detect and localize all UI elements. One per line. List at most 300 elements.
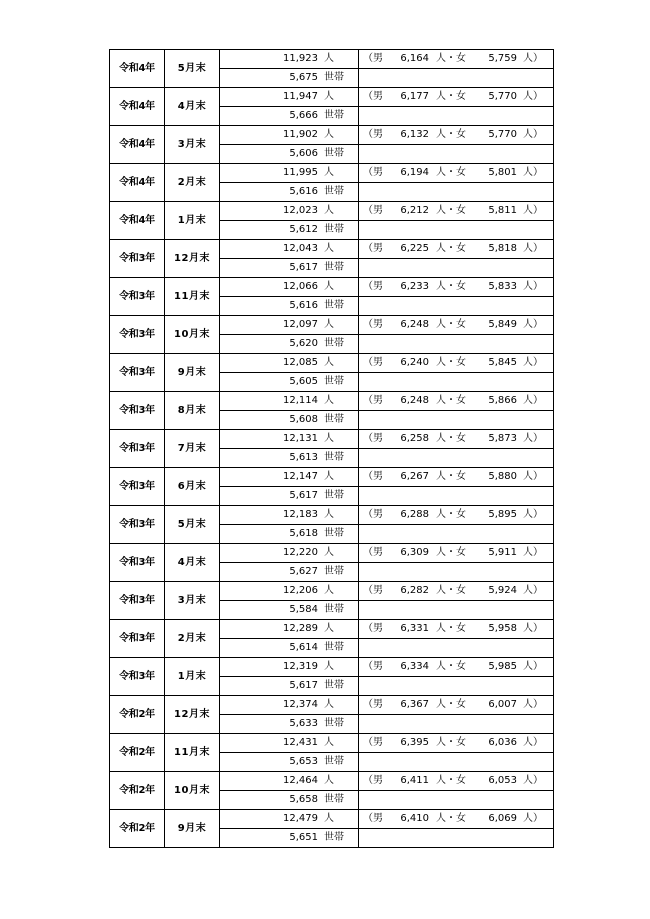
households-value: 5,658 <box>289 794 318 805</box>
female-label: 人・女 <box>436 167 466 178</box>
male-label: （男 <box>363 547 383 558</box>
era-cell: 令和3年 <box>110 620 165 658</box>
total-population-cell <box>220 316 359 335</box>
table-row <box>110 278 554 297</box>
month-cell: 10月末 <box>165 772 220 810</box>
male-label: （男 <box>363 53 383 64</box>
person-close-label: 人） <box>523 775 543 786</box>
month-cell: 11月末 <box>165 278 220 316</box>
empty-cell <box>359 639 554 658</box>
male-label: （男 <box>363 243 383 254</box>
male-label: （男 <box>363 623 383 634</box>
month-cell: 2月末 <box>165 620 220 658</box>
person-unit-label: 人 <box>324 509 334 520</box>
household-unit-label: 世帯 <box>324 528 344 539</box>
household-unit-label: 世帯 <box>324 186 344 197</box>
female-label: 人・女 <box>436 623 466 634</box>
total-population-value: 12,206 <box>283 585 318 596</box>
gender-breakdown-cell <box>359 392 554 411</box>
era-cell: 令和3年 <box>110 544 165 582</box>
households-value: 5,618 <box>289 528 318 539</box>
month-cell: 3月末 <box>165 582 220 620</box>
person-close-label: 人） <box>523 395 543 406</box>
male-label: （男 <box>363 813 383 824</box>
female-label: 人・女 <box>436 281 466 292</box>
male-count: 6,331 <box>400 623 429 634</box>
person-close-label: 人） <box>523 167 543 178</box>
male-count: 6,194 <box>400 167 429 178</box>
female-label: 人・女 <box>436 585 466 596</box>
person-close-label: 人） <box>523 585 543 596</box>
male-count: 6,164 <box>400 53 429 64</box>
male-count: 6,248 <box>400 319 429 330</box>
male-count: 6,258 <box>400 433 429 444</box>
households-value: 5,612 <box>289 224 318 235</box>
households-cell <box>220 639 359 658</box>
population-table <box>109 49 554 848</box>
person-close-label: 人） <box>523 91 543 102</box>
households-value: 5,617 <box>289 262 318 273</box>
month-cell: 2月末 <box>165 164 220 202</box>
households-cell <box>220 449 359 468</box>
person-unit-label: 人 <box>324 91 334 102</box>
empty-cell <box>359 259 554 278</box>
households-value: 5,606 <box>289 148 318 159</box>
era-cell: 令和3年 <box>110 468 165 506</box>
table-row <box>110 468 554 487</box>
female-count: 5,958 <box>488 623 517 634</box>
household-unit-label: 世帯 <box>324 72 344 83</box>
person-unit-label: 人 <box>324 167 334 178</box>
female-count: 5,880 <box>488 471 517 482</box>
households-cell <box>220 107 359 126</box>
male-count: 6,177 <box>400 91 429 102</box>
total-population-value: 12,220 <box>283 547 318 558</box>
gender-breakdown-cell <box>359 696 554 715</box>
empty-cell <box>359 183 554 202</box>
female-label: 人・女 <box>436 699 466 710</box>
era-cell: 令和2年 <box>110 772 165 810</box>
empty-cell <box>359 411 554 430</box>
female-label: 人・女 <box>436 509 466 520</box>
person-unit-label: 人 <box>324 205 334 216</box>
households-cell <box>220 145 359 164</box>
female-count: 5,985 <box>488 661 517 672</box>
total-population-cell <box>220 278 359 297</box>
month-cell: 6月末 <box>165 468 220 506</box>
male-count: 6,309 <box>400 547 429 558</box>
female-label: 人・女 <box>436 547 466 558</box>
households-value: 5,627 <box>289 566 318 577</box>
female-count: 5,833 <box>488 281 517 292</box>
total-population-cell <box>220 354 359 373</box>
female-label: 人・女 <box>436 91 466 102</box>
female-label: 人・女 <box>436 243 466 254</box>
female-count: 5,759 <box>488 53 517 64</box>
household-unit-label: 世帯 <box>324 452 344 463</box>
table-row <box>110 126 554 145</box>
households-value: 5,620 <box>289 338 318 349</box>
person-close-label: 人） <box>523 813 543 824</box>
month-cell: 12月末 <box>165 696 220 734</box>
total-population-value: 11,923 <box>283 53 318 64</box>
gender-breakdown-cell <box>359 126 554 145</box>
person-unit-label: 人 <box>324 547 334 558</box>
female-label: 人・女 <box>436 433 466 444</box>
era-cell: 令和4年 <box>110 50 165 88</box>
month-cell: 12月末 <box>165 240 220 278</box>
person-close-label: 人） <box>523 433 543 444</box>
month-cell: 4月末 <box>165 544 220 582</box>
table-row <box>110 734 554 753</box>
table-row <box>110 240 554 259</box>
gender-breakdown-cell <box>359 202 554 221</box>
male-count: 6,225 <box>400 243 429 254</box>
total-population-value: 12,479 <box>283 813 318 824</box>
era-cell: 令和3年 <box>110 392 165 430</box>
person-unit-label: 人 <box>324 471 334 482</box>
total-population-value: 12,131 <box>283 433 318 444</box>
female-count: 5,911 <box>488 547 517 558</box>
households-cell <box>220 373 359 392</box>
total-population-value: 11,902 <box>283 129 318 140</box>
person-unit-label: 人 <box>324 433 334 444</box>
era-cell: 令和4年 <box>110 202 165 240</box>
empty-cell <box>359 297 554 316</box>
total-population-cell <box>220 392 359 411</box>
empty-cell <box>359 69 554 88</box>
month-cell: 11月末 <box>165 734 220 772</box>
person-unit-label: 人 <box>324 243 334 254</box>
person-close-label: 人） <box>523 357 543 368</box>
era-cell: 令和3年 <box>110 278 165 316</box>
person-close-label: 人） <box>523 471 543 482</box>
households-value: 5,616 <box>289 186 318 197</box>
male-count: 6,267 <box>400 471 429 482</box>
person-close-label: 人） <box>523 205 543 216</box>
households-value: 5,666 <box>289 110 318 121</box>
total-population-cell <box>220 50 359 69</box>
person-close-label: 人） <box>523 509 543 520</box>
households-value: 5,616 <box>289 300 318 311</box>
person-close-label: 人） <box>523 699 543 710</box>
total-population-value: 12,043 <box>283 243 318 254</box>
total-population-value: 11,995 <box>283 167 318 178</box>
total-population-value: 12,085 <box>283 357 318 368</box>
era-cell: 令和2年 <box>110 734 165 772</box>
households-cell <box>220 69 359 88</box>
female-label: 人・女 <box>436 737 466 748</box>
female-label: 人・女 <box>436 775 466 786</box>
gender-breakdown-cell <box>359 620 554 639</box>
total-population-cell <box>220 430 359 449</box>
table-row <box>110 202 554 221</box>
male-count: 6,411 <box>400 775 429 786</box>
male-count: 6,367 <box>400 699 429 710</box>
male-count: 6,395 <box>400 737 429 748</box>
month-cell: 8月末 <box>165 392 220 430</box>
empty-cell <box>359 221 554 240</box>
household-unit-label: 世帯 <box>324 794 344 805</box>
male-label: （男 <box>363 661 383 672</box>
total-population-cell <box>220 658 359 677</box>
era-cell: 令和3年 <box>110 240 165 278</box>
person-unit-label: 人 <box>324 395 334 406</box>
households-cell <box>220 563 359 582</box>
gender-breakdown-cell <box>359 734 554 753</box>
female-count: 5,873 <box>488 433 517 444</box>
male-label: （男 <box>363 699 383 710</box>
households-cell <box>220 335 359 354</box>
household-unit-label: 世帯 <box>324 718 344 729</box>
female-label: 人・女 <box>436 357 466 368</box>
table-row <box>110 88 554 107</box>
table-row <box>110 696 554 715</box>
person-unit-label: 人 <box>324 281 334 292</box>
person-unit-label: 人 <box>324 53 334 64</box>
empty-cell <box>359 791 554 810</box>
table-row <box>110 810 554 829</box>
person-unit-label: 人 <box>324 661 334 672</box>
female-label: 人・女 <box>436 395 466 406</box>
person-close-label: 人） <box>523 53 543 64</box>
female-label: 人・女 <box>436 661 466 672</box>
month-cell: 3月末 <box>165 126 220 164</box>
households-value: 5,675 <box>289 72 318 83</box>
total-population-value: 12,183 <box>283 509 318 520</box>
households-cell <box>220 411 359 430</box>
era-cell: 令和3年 <box>110 316 165 354</box>
empty-cell <box>359 753 554 772</box>
person-unit-label: 人 <box>324 775 334 786</box>
table-row <box>110 392 554 411</box>
person-close-label: 人） <box>523 737 543 748</box>
households-value: 5,613 <box>289 452 318 463</box>
person-close-label: 人） <box>523 319 543 330</box>
empty-cell <box>359 107 554 126</box>
empty-cell <box>359 449 554 468</box>
gender-breakdown-cell <box>359 582 554 601</box>
total-population-cell <box>220 772 359 791</box>
era-cell: 令和4年 <box>110 126 165 164</box>
household-unit-label: 世帯 <box>324 262 344 273</box>
households-value: 5,617 <box>289 490 318 501</box>
table-row <box>110 164 554 183</box>
female-count: 5,770 <box>488 129 517 140</box>
person-close-label: 人） <box>523 661 543 672</box>
male-count: 6,212 <box>400 205 429 216</box>
empty-cell <box>359 373 554 392</box>
total-population-value: 12,319 <box>283 661 318 672</box>
empty-cell <box>359 563 554 582</box>
male-label: （男 <box>363 775 383 786</box>
households-cell <box>220 753 359 772</box>
person-close-label: 人） <box>523 623 543 634</box>
era-cell: 令和3年 <box>110 506 165 544</box>
total-population-cell <box>220 544 359 563</box>
era-cell: 令和4年 <box>110 164 165 202</box>
month-cell: 1月末 <box>165 658 220 696</box>
male-count: 6,410 <box>400 813 429 824</box>
female-count: 5,770 <box>488 91 517 102</box>
month-cell: 5月末 <box>165 506 220 544</box>
household-unit-label: 世帯 <box>324 756 344 767</box>
households-cell <box>220 183 359 202</box>
gender-breakdown-cell <box>359 50 554 69</box>
table-row <box>110 582 554 601</box>
total-population-value: 12,114 <box>283 395 318 406</box>
male-count: 6,132 <box>400 129 429 140</box>
total-population-cell <box>220 468 359 487</box>
male-label: （男 <box>363 509 383 520</box>
table-row <box>110 772 554 791</box>
total-population-cell <box>220 240 359 259</box>
era-cell: 令和3年 <box>110 430 165 468</box>
empty-cell <box>359 487 554 506</box>
female-count: 5,811 <box>488 205 517 216</box>
female-count: 5,849 <box>488 319 517 330</box>
male-label: （男 <box>363 281 383 292</box>
female-count: 5,866 <box>488 395 517 406</box>
households-value: 5,653 <box>289 756 318 767</box>
total-population-cell <box>220 582 359 601</box>
female-label: 人・女 <box>436 319 466 330</box>
empty-cell <box>359 829 554 848</box>
era-cell: 令和2年 <box>110 696 165 734</box>
empty-cell <box>359 525 554 544</box>
female-count: 6,036 <box>488 737 517 748</box>
month-cell: 7月末 <box>165 430 220 468</box>
gender-breakdown-cell <box>359 316 554 335</box>
households-value: 5,617 <box>289 680 318 691</box>
household-unit-label: 世帯 <box>324 338 344 349</box>
table-row <box>110 658 554 677</box>
households-cell <box>220 601 359 620</box>
male-label: （男 <box>363 737 383 748</box>
era-cell: 令和3年 <box>110 658 165 696</box>
household-unit-label: 世帯 <box>324 642 344 653</box>
total-population-value: 12,431 <box>283 737 318 748</box>
table-row <box>110 620 554 639</box>
male-count: 6,240 <box>400 357 429 368</box>
household-unit-label: 世帯 <box>324 300 344 311</box>
total-population-value: 12,374 <box>283 699 318 710</box>
households-value: 5,608 <box>289 414 318 425</box>
total-population-cell <box>220 810 359 829</box>
month-cell: 10月末 <box>165 316 220 354</box>
female-label: 人・女 <box>436 53 466 64</box>
household-unit-label: 世帯 <box>324 604 344 615</box>
person-unit-label: 人 <box>324 699 334 710</box>
table-row <box>110 544 554 563</box>
month-cell: 1月末 <box>165 202 220 240</box>
total-population-value: 12,097 <box>283 319 318 330</box>
total-population-value: 12,289 <box>283 623 318 634</box>
household-unit-label: 世帯 <box>324 832 344 843</box>
gender-breakdown-cell <box>359 88 554 107</box>
month-cell: 9月末 <box>165 354 220 392</box>
gender-breakdown-cell <box>359 240 554 259</box>
male-label: （男 <box>363 167 383 178</box>
population-table-body <box>110 50 554 848</box>
households-value: 5,605 <box>289 376 318 387</box>
total-population-cell <box>220 88 359 107</box>
month-cell: 4月末 <box>165 88 220 126</box>
households-cell <box>220 259 359 278</box>
month-cell: 9月末 <box>165 810 220 848</box>
households-cell <box>220 715 359 734</box>
total-population-value: 12,066 <box>283 281 318 292</box>
female-count: 5,818 <box>488 243 517 254</box>
male-count: 6,282 <box>400 585 429 596</box>
empty-cell <box>359 335 554 354</box>
gender-breakdown-cell <box>359 430 554 449</box>
empty-cell <box>359 601 554 620</box>
person-close-label: 人） <box>523 547 543 558</box>
gender-breakdown-cell <box>359 468 554 487</box>
table-row <box>110 50 554 69</box>
female-count: 6,069 <box>488 813 517 824</box>
household-unit-label: 世帯 <box>324 414 344 425</box>
total-population-value: 12,147 <box>283 471 318 482</box>
person-unit-label: 人 <box>324 623 334 634</box>
gender-breakdown-cell <box>359 354 554 373</box>
household-unit-label: 世帯 <box>324 490 344 501</box>
gender-breakdown-cell <box>359 810 554 829</box>
households-value: 5,633 <box>289 718 318 729</box>
household-unit-label: 世帯 <box>324 680 344 691</box>
household-unit-label: 世帯 <box>324 224 344 235</box>
table-row <box>110 430 554 449</box>
person-unit-label: 人 <box>324 737 334 748</box>
female-label: 人・女 <box>436 471 466 482</box>
total-population-cell <box>220 126 359 145</box>
female-label: 人・女 <box>436 205 466 216</box>
male-label: （男 <box>363 433 383 444</box>
households-cell <box>220 525 359 544</box>
households-cell <box>220 791 359 810</box>
household-unit-label: 世帯 <box>324 566 344 577</box>
empty-cell <box>359 145 554 164</box>
person-close-label: 人） <box>523 281 543 292</box>
male-label: （男 <box>363 129 383 140</box>
male-label: （男 <box>363 319 383 330</box>
era-cell: 令和4年 <box>110 88 165 126</box>
gender-breakdown-cell <box>359 506 554 525</box>
person-unit-label: 人 <box>324 357 334 368</box>
households-value: 5,651 <box>289 832 318 843</box>
total-population-value: 12,464 <box>283 775 318 786</box>
total-population-value: 11,947 <box>283 91 318 102</box>
male-count: 6,288 <box>400 509 429 520</box>
person-unit-label: 人 <box>324 129 334 140</box>
table-row <box>110 506 554 525</box>
female-count: 5,801 <box>488 167 517 178</box>
households-cell <box>220 829 359 848</box>
female-count: 5,895 <box>488 509 517 520</box>
total-population-value: 12,023 <box>283 205 318 216</box>
female-count: 6,007 <box>488 699 517 710</box>
gender-breakdown-cell <box>359 658 554 677</box>
total-population-cell <box>220 734 359 753</box>
households-value: 5,614 <box>289 642 318 653</box>
person-close-label: 人） <box>523 129 543 140</box>
month-cell: 5月末 <box>165 50 220 88</box>
female-label: 人・女 <box>436 813 466 824</box>
era-cell: 令和3年 <box>110 354 165 392</box>
male-label: （男 <box>363 395 383 406</box>
era-cell: 令和3年 <box>110 582 165 620</box>
